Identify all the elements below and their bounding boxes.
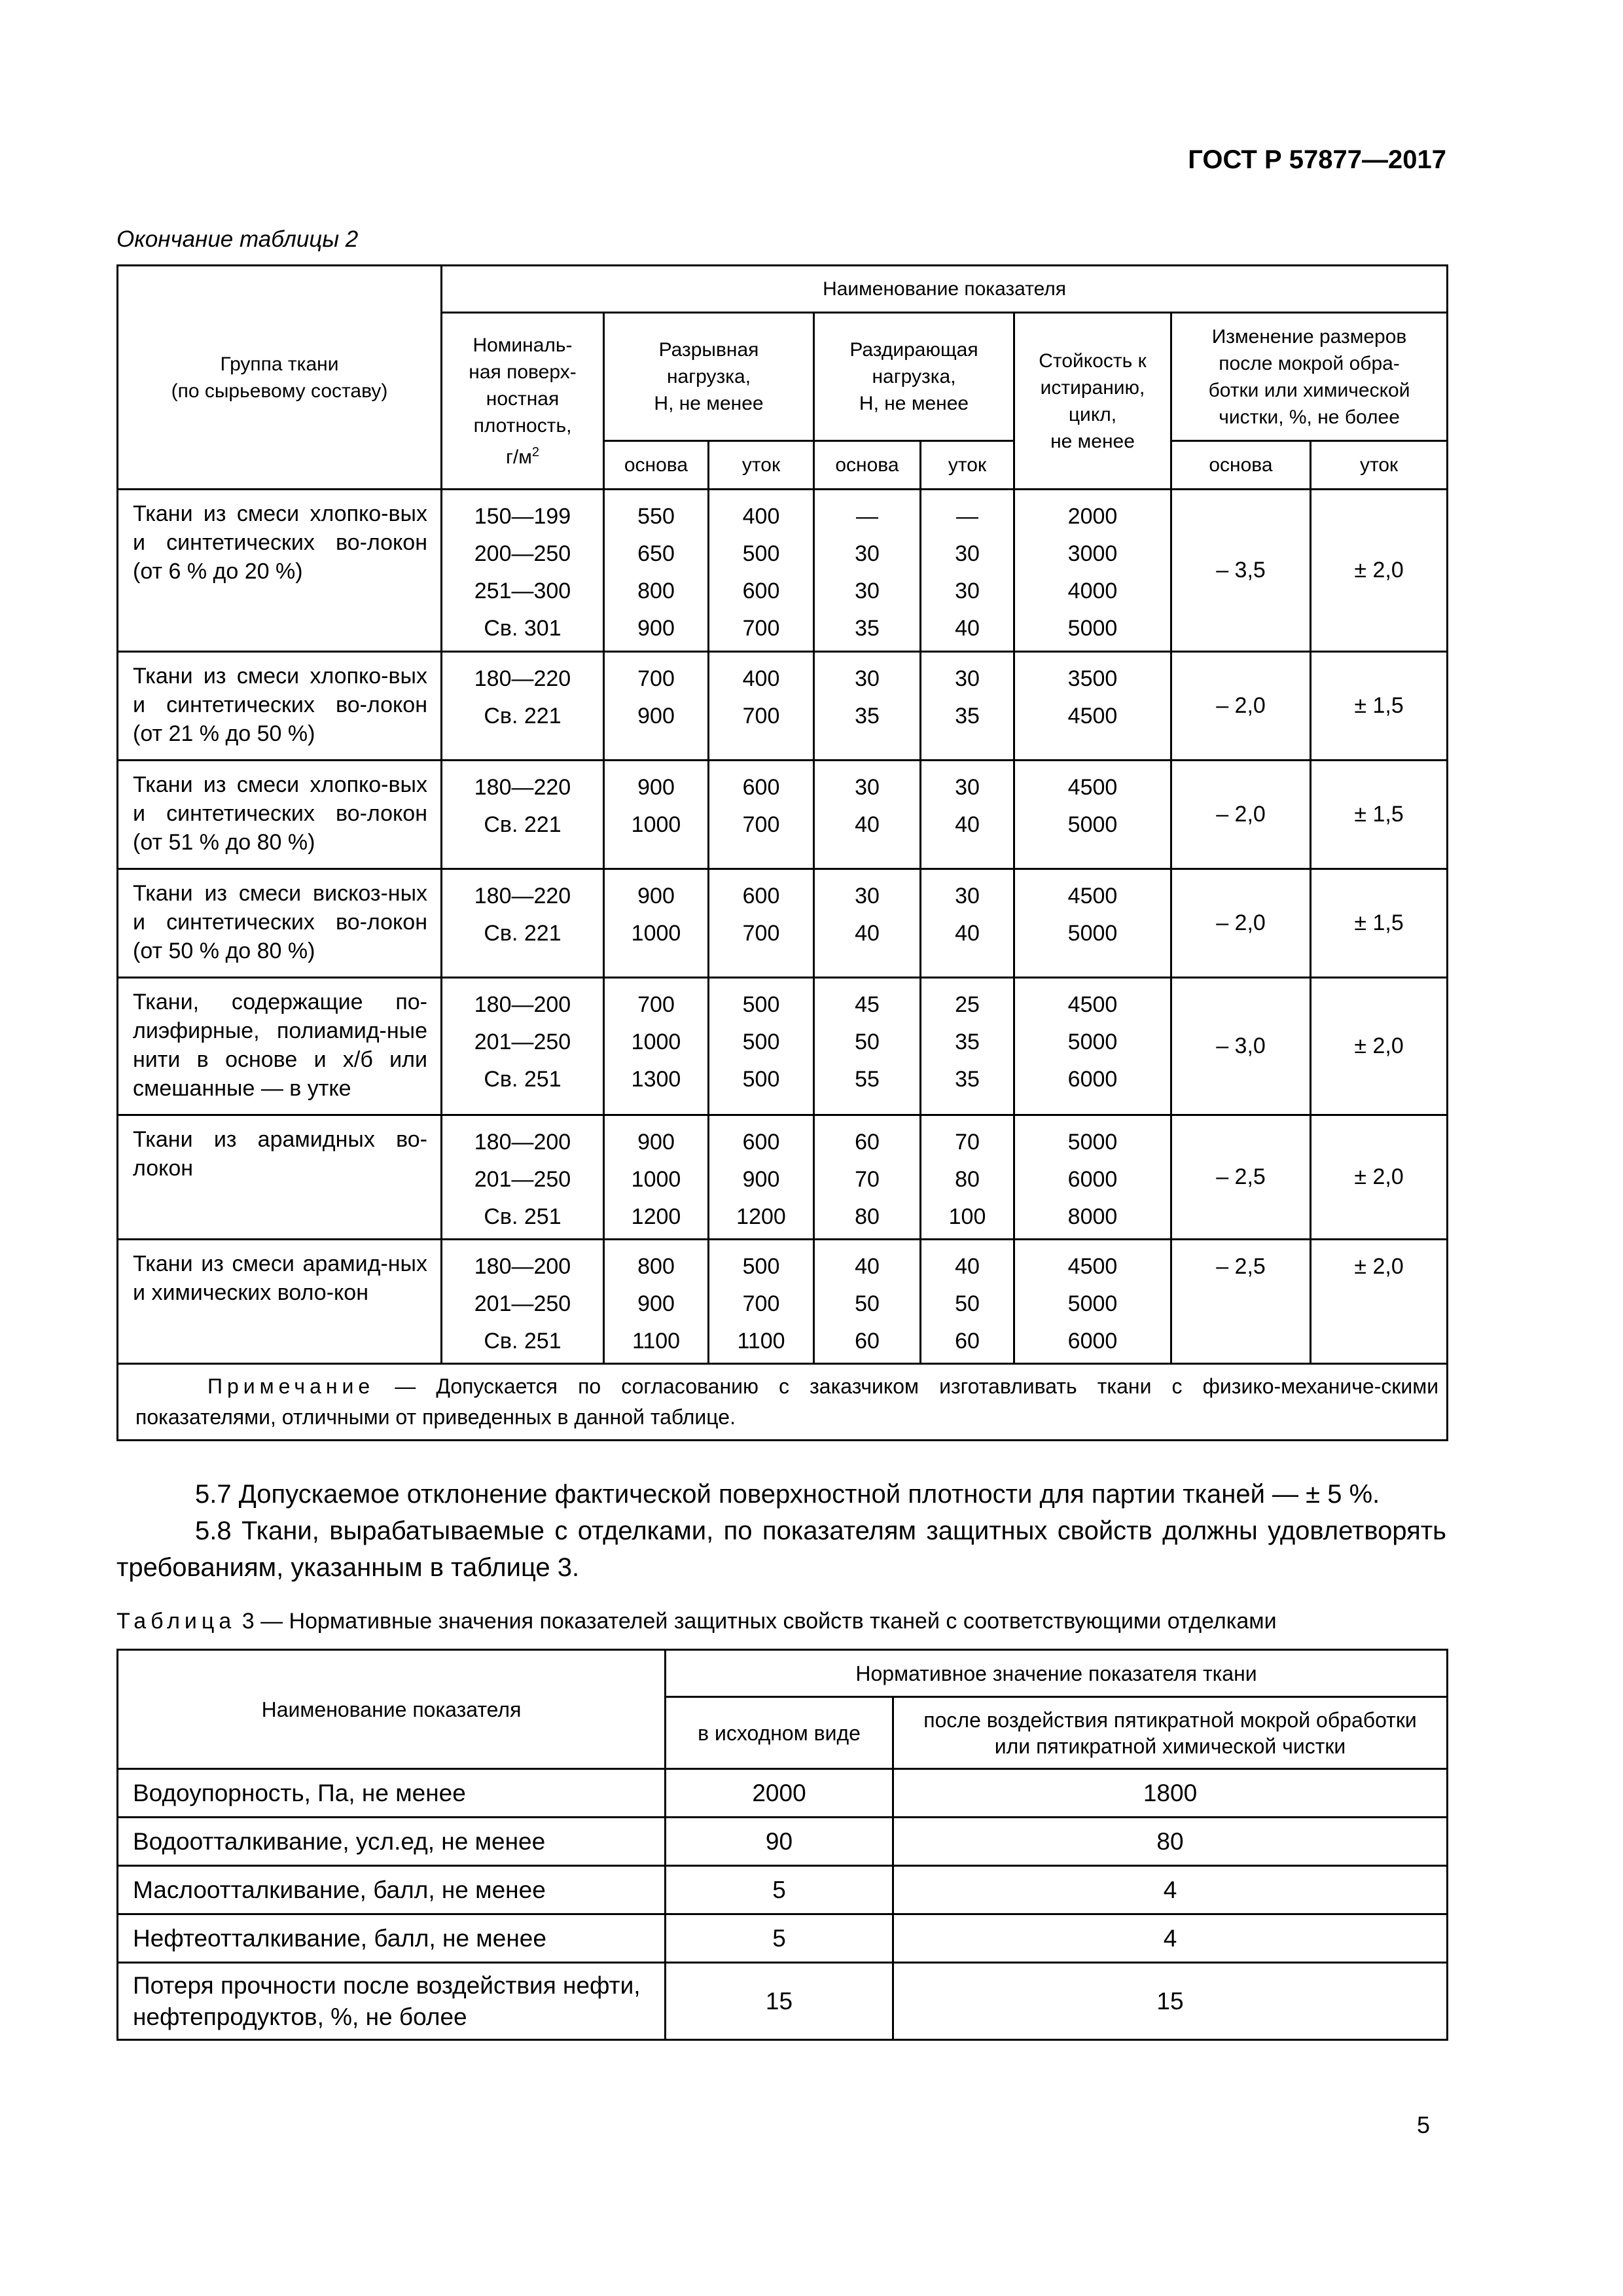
cell-tear-weft	[921, 1115, 1014, 1240]
cell-value: 400	[742, 504, 780, 529]
cell-value: 4500	[1067, 884, 1118, 908]
cell-size-warp: – 2,5	[1171, 1115, 1311, 1240]
cell-value: 35	[955, 1067, 980, 1092]
cell-value: 80	[855, 1204, 880, 1229]
cell-abrasion	[1014, 1240, 1171, 1364]
cell-tear-warp	[814, 761, 921, 869]
cell-tear-weft	[921, 1240, 1014, 1364]
cell-value: 55	[855, 1067, 880, 1092]
t2-col-abrasion-header: Стойкость к истиранию, цикл, не менее	[1014, 313, 1171, 490]
cell-density	[442, 978, 604, 1115]
table2-caption: Окончание таблицы 2	[116, 226, 359, 252]
cell-break-weft	[709, 869, 814, 978]
cell-value: 700	[742, 616, 780, 641]
cell-value: 1300	[631, 1067, 681, 1092]
cell-abrasion	[1014, 1115, 1171, 1240]
cell-value: 4500	[1067, 775, 1118, 800]
cell-value: Св. 221	[484, 704, 562, 728]
cell-value: Св. 221	[484, 812, 562, 837]
after-value-cell: 15	[893, 1963, 1448, 2040]
cell-value: 30	[855, 541, 880, 566]
indicator-name-cell: Маслоотталкивание, балл, не менее	[118, 1866, 666, 1914]
cell-density	[442, 1115, 604, 1240]
cell-value: 30	[955, 775, 980, 800]
cell-value: 180—200	[474, 1254, 571, 1279]
cell-value: 40	[855, 921, 880, 946]
cell-value: 30	[855, 775, 880, 800]
cell-value: 5000	[1067, 921, 1118, 946]
paragraph-5-8: 5.8 Ткани, вырабатываемые с отделками, по показателям защитных свойств должны удовлетворять требованиям, указанным в таблице 3.	[116, 1516, 1446, 1582]
cell-value: 30	[855, 666, 880, 691]
page-number: 5	[1417, 2111, 1431, 2138]
cell-tear-warp	[814, 978, 921, 1115]
fabric-group-cell: Ткани из смеси арамид-ных и химических воло-кон	[118, 1240, 442, 1364]
cell-value: 30	[955, 541, 980, 566]
after-value-cell: 4	[893, 1866, 1448, 1914]
cell-value: 5000	[1067, 1030, 1118, 1054]
cell-value: 40	[855, 812, 880, 837]
cell-value: 4500	[1067, 1254, 1118, 1279]
t2-sub-break-warp: основа	[604, 441, 709, 490]
cell-value: 6000	[1067, 1329, 1118, 1354]
cell-density	[442, 1240, 604, 1364]
cell-size-warp: – 2,5	[1171, 1240, 1311, 1364]
fabric-group-cell: Ткани из смеси хлопко-вых и синтетических во-локон (от 6 % до 20 %)	[118, 490, 442, 652]
cell-value: 600	[742, 775, 780, 800]
cell-value: 35	[855, 616, 880, 641]
cell-value: —	[956, 504, 978, 529]
cell-value: 70	[955, 1130, 980, 1155]
cell-density	[442, 652, 604, 761]
table2-row	[118, 1115, 1448, 1240]
cell-break-warp	[604, 652, 709, 761]
cell-break-warp	[604, 1240, 709, 1364]
after-value-cell: 4	[893, 1914, 1448, 1963]
paragraph-5-7: 5.7 Допускаемое отклонение фактической поверхностной плотности для партии тканей — ± 5 %.	[195, 1480, 1380, 1509]
t2-col-density-header: Номиналь- ная поверх- ностная плотность, $г/м^2$	[442, 313, 604, 490]
cell-value: 550	[637, 504, 675, 529]
t2-sub-size-warp: основа	[1171, 441, 1311, 490]
cell-value: 600	[742, 579, 780, 603]
cell-density	[442, 761, 604, 869]
cell-break-warp	[604, 978, 709, 1115]
cell-value: 600	[742, 884, 780, 908]
cell-abrasion	[1014, 652, 1171, 761]
cell-value: 180—220	[474, 775, 571, 800]
cell-value: 35	[855, 704, 880, 728]
cell-value: 4500	[1067, 992, 1118, 1017]
cell-value: 1000	[631, 921, 681, 946]
t2-col-size-change-header: Изменение размеров после мокрой обра- ботки или химической чистки, %, не более	[1171, 313, 1448, 441]
cell-value: 180—200	[474, 1130, 571, 1155]
cell-value: 700	[742, 1291, 780, 1316]
cell-value: 180—220	[474, 666, 571, 691]
cell-value: 1200	[631, 1204, 681, 1229]
table3-caption-text: 3 — Нормативные значения показателей защитных свойств тканей с соответствующими отделками	[236, 1609, 1277, 1634]
after-value-cell: 1800	[893, 1769, 1448, 1818]
cell-abrasion	[1014, 761, 1171, 869]
table3-row	[118, 1769, 1448, 1818]
cell-break-warp	[604, 490, 709, 652]
cell-value: 650	[637, 541, 675, 566]
cell-value: 35	[955, 1030, 980, 1054]
cell-value: 40	[955, 812, 980, 837]
cell-value: 900	[637, 616, 675, 641]
cell-value: 1200	[736, 1204, 786, 1229]
table3-caption	[116, 1609, 1277, 1634]
cell-value: 900	[742, 1167, 780, 1192]
cell-value: 400	[742, 666, 780, 691]
cell-value: 1100	[632, 1329, 681, 1354]
table2-row	[118, 490, 1448, 652]
fabric-group-cell: Ткани из арамидных во-локон	[118, 1115, 442, 1240]
cell-value: 600	[742, 1130, 780, 1155]
t2-col-tear-header: Раздирающая нагрузка, Н, не менее	[814, 313, 1014, 441]
cell-value: 6000	[1067, 1067, 1118, 1092]
cell-break-warp	[604, 761, 709, 869]
cell-abrasion	[1014, 978, 1171, 1115]
cell-break-weft	[709, 978, 814, 1115]
t2-col-group-header: Группа ткани (по сырьевому составу)	[118, 266, 442, 490]
table3-row	[118, 1818, 1448, 1866]
cell-value: 700	[637, 992, 675, 1017]
t3-col-norm-header: Нормативное значение показателя ткани	[666, 1650, 1448, 1697]
cell-value: 500	[742, 1254, 780, 1279]
cell-value: 500	[742, 992, 780, 1017]
cell-value: 500	[742, 541, 780, 566]
t3-col-name-header: Наименование показателя	[118, 1650, 666, 1769]
cell-value: 900	[637, 884, 675, 908]
after-value-cell: 80	[893, 1818, 1448, 1866]
cell-size-weft: ± 2,0	[1311, 978, 1448, 1115]
initial-value-cell: 15	[666, 1963, 893, 2040]
cell-value: 60	[855, 1329, 880, 1354]
cell-value: Св. 251	[484, 1204, 562, 1229]
table2-body	[118, 490, 1448, 1364]
cell-value: 1000	[631, 812, 681, 837]
t3-col-initial-header: в исходном виде	[666, 1697, 893, 1769]
cell-tear-warp	[814, 869, 921, 978]
cell-tear-weft	[921, 652, 1014, 761]
cell-size-weft: ± 1,5	[1311, 761, 1448, 869]
fabric-group-cell: Ткани, содержащие по-лиэфирные, полиамид-ные нити в основе и х/б или смешанные — в утке	[118, 978, 442, 1115]
cell-value: 3500	[1067, 666, 1118, 691]
initial-value-cell: 2000	[666, 1769, 893, 1818]
table3-body	[118, 1769, 1448, 2040]
table2-row	[118, 869, 1448, 978]
cell-tear-weft	[921, 490, 1014, 652]
initial-value-cell: 5	[666, 1866, 893, 1914]
initial-value-cell: 5	[666, 1914, 893, 1963]
cell-value: 60	[955, 1329, 980, 1354]
cell-size-warp: – 2,0	[1171, 652, 1311, 761]
cell-value: 6000	[1067, 1167, 1118, 1192]
fabric-group-cell: Ткани из смеси вискоз-ных и синтетических во-локон (от 50 % до 80 %)	[118, 869, 442, 978]
cell-value: 700	[742, 921, 780, 946]
table2-row	[118, 1240, 1448, 1364]
indicator-name-cell: Потеря прочности после воздействия нефти, нефтепродуктов, %, не более	[118, 1963, 666, 2040]
cell-value: 700	[742, 812, 780, 837]
cell-value: 700	[637, 666, 675, 691]
t3-col-after-header: после воздействия пятикратной мокрой обработки или пятикратной химической чистки	[893, 1697, 1448, 1769]
cell-value: 70	[855, 1167, 880, 1192]
t2-sub-break-weft: уток	[709, 441, 814, 490]
table2-row	[118, 761, 1448, 869]
cell-value: 80	[955, 1167, 980, 1192]
cell-value: 30	[955, 579, 980, 603]
table3-row	[118, 1963, 1448, 2040]
table2-row	[118, 652, 1448, 761]
cell-size-weft: ± 1,5	[1311, 869, 1448, 978]
cell-value: 500	[742, 1067, 780, 1092]
cell-value: Св. 301	[484, 616, 562, 641]
cell-size-weft: ± 2,0	[1311, 490, 1448, 652]
indicator-name-cell: Нефтеотталкивание, балл, не менее	[118, 1914, 666, 1963]
t2-col-indicator-header: Наименование показателя	[442, 266, 1448, 313]
cell-value: 50	[855, 1030, 880, 1054]
t2-sub-size-weft: уток	[1311, 441, 1448, 490]
t2-sub-tear-warp: основа	[814, 441, 921, 490]
indicator-name-cell: Водоотталкивание, усл.ед, не менее	[118, 1818, 666, 1866]
fabric-group-cell: Ткани из смеси хлопко-вых и синтетических во-локон (от 51 % до 80 %)	[118, 761, 442, 869]
cell-tear-warp	[814, 1240, 921, 1364]
document-id: ГОСТ Р 57877—2017	[1188, 145, 1446, 174]
table3-caption-label: Таблица	[116, 1609, 236, 1634]
cell-value: 25	[955, 992, 980, 1017]
cell-value: 201—250	[474, 1030, 571, 1054]
cell-size-weft: ± 2,0	[1311, 1240, 1448, 1364]
cell-tear-warp	[814, 652, 921, 761]
cell-value: 150—199	[474, 504, 571, 529]
cell-tear-warp	[814, 490, 921, 652]
cell-value: 4000	[1067, 579, 1118, 603]
cell-value: 900	[637, 1130, 675, 1155]
cell-value: 3000	[1067, 541, 1118, 566]
cell-break-warp	[604, 869, 709, 978]
cell-size-warp: – 2,0	[1171, 869, 1311, 978]
table2	[116, 264, 1448, 1441]
table2-row	[118, 978, 1448, 1115]
cell-size-weft: ± 1,5	[1311, 652, 1448, 761]
cell-value: 200—250	[474, 541, 571, 566]
cell-value: Св. 221	[484, 921, 562, 946]
cell-value: 180—200	[474, 992, 571, 1017]
table3-row	[118, 1914, 1448, 1963]
note-text: — Допускается по согласованию с заказчиком изготавливать ткани с физико-механиче-скими показателями, отличными от приведенных в данной таблице.	[135, 1374, 1439, 1429]
cell-value: 201—250	[474, 1291, 571, 1316]
cell-value: 180—220	[474, 884, 571, 908]
cell-value: 700	[742, 704, 780, 728]
cell-value: 5000	[1067, 1291, 1118, 1316]
table3-row	[118, 1866, 1448, 1914]
initial-value-cell: 90	[666, 1818, 893, 1866]
cell-value: 30	[855, 579, 880, 603]
cell-value: 60	[855, 1130, 880, 1155]
cell-value: 5000	[1067, 616, 1118, 641]
cell-value: 201—250	[474, 1167, 571, 1192]
t2-sub-tear-weft: уток	[921, 441, 1014, 490]
cell-break-weft	[709, 490, 814, 652]
cell-size-warp: – 2,0	[1171, 761, 1311, 869]
cell-value: 500	[742, 1030, 780, 1054]
note-label: Примечание	[207, 1374, 375, 1398]
cell-value: 800	[637, 579, 675, 603]
cell-value: 4500	[1067, 704, 1118, 728]
table2-note	[118, 1364, 1448, 1441]
cell-value: 50	[955, 1291, 980, 1316]
cell-value: 45	[855, 992, 880, 1017]
cell-break-weft	[709, 1240, 814, 1364]
cell-density	[442, 490, 604, 652]
fabric-group-cell: Ткани из смеси хлопко-вых и синтетических во-локон (от 21 % до 50 %)	[118, 652, 442, 761]
cell-value: 30	[855, 884, 880, 908]
cell-tear-weft	[921, 869, 1014, 978]
cell-value: 50	[855, 1291, 880, 1316]
cell-value: 900	[637, 704, 675, 728]
cell-value: 1000	[631, 1030, 681, 1054]
cell-value: Св. 251	[484, 1067, 562, 1092]
cell-value: 1000	[631, 1167, 681, 1192]
cell-value: —	[856, 504, 878, 529]
cell-break-warp	[604, 1115, 709, 1240]
cell-size-weft: ± 2,0	[1311, 1115, 1448, 1240]
cell-value: 5000	[1067, 812, 1118, 837]
cell-value: 800	[637, 1254, 675, 1279]
indicator-name-cell: Водоупорность, Па, не менее	[118, 1769, 666, 1818]
cell-value: 40	[855, 1254, 880, 1279]
cell-break-weft	[709, 652, 814, 761]
cell-value: 1100	[737, 1329, 785, 1354]
cell-value: 30	[955, 884, 980, 908]
cell-value: 40	[955, 921, 980, 946]
cell-value: 30	[955, 666, 980, 691]
cell-value: 35	[955, 704, 980, 728]
cell-value: 5000	[1067, 1130, 1118, 1155]
cell-value: 2000	[1067, 504, 1118, 529]
cell-tear-weft	[921, 978, 1014, 1115]
table3	[116, 1649, 1448, 2041]
cell-value: 900	[637, 1291, 675, 1316]
cell-tear-weft	[921, 761, 1014, 869]
cell-size-warp: – 3,0	[1171, 978, 1311, 1115]
cell-value: 900	[637, 775, 675, 800]
t2-col-break-header: Разрывная нагрузка, Н, не менее	[604, 313, 814, 441]
cell-value: 100	[948, 1204, 986, 1229]
cell-value: 8000	[1067, 1204, 1118, 1229]
cell-abrasion	[1014, 490, 1171, 652]
cell-value: Св. 251	[484, 1329, 562, 1354]
cell-break-weft	[709, 761, 814, 869]
cell-density	[442, 869, 604, 978]
cell-abrasion	[1014, 869, 1171, 978]
cell-value: 251—300	[474, 579, 571, 603]
cell-value: 40	[955, 616, 980, 641]
cell-size-warp: – 3,5	[1171, 490, 1311, 652]
cell-value: 40	[955, 1254, 980, 1279]
cell-break-weft	[709, 1115, 814, 1240]
cell-tear-warp	[814, 1115, 921, 1240]
